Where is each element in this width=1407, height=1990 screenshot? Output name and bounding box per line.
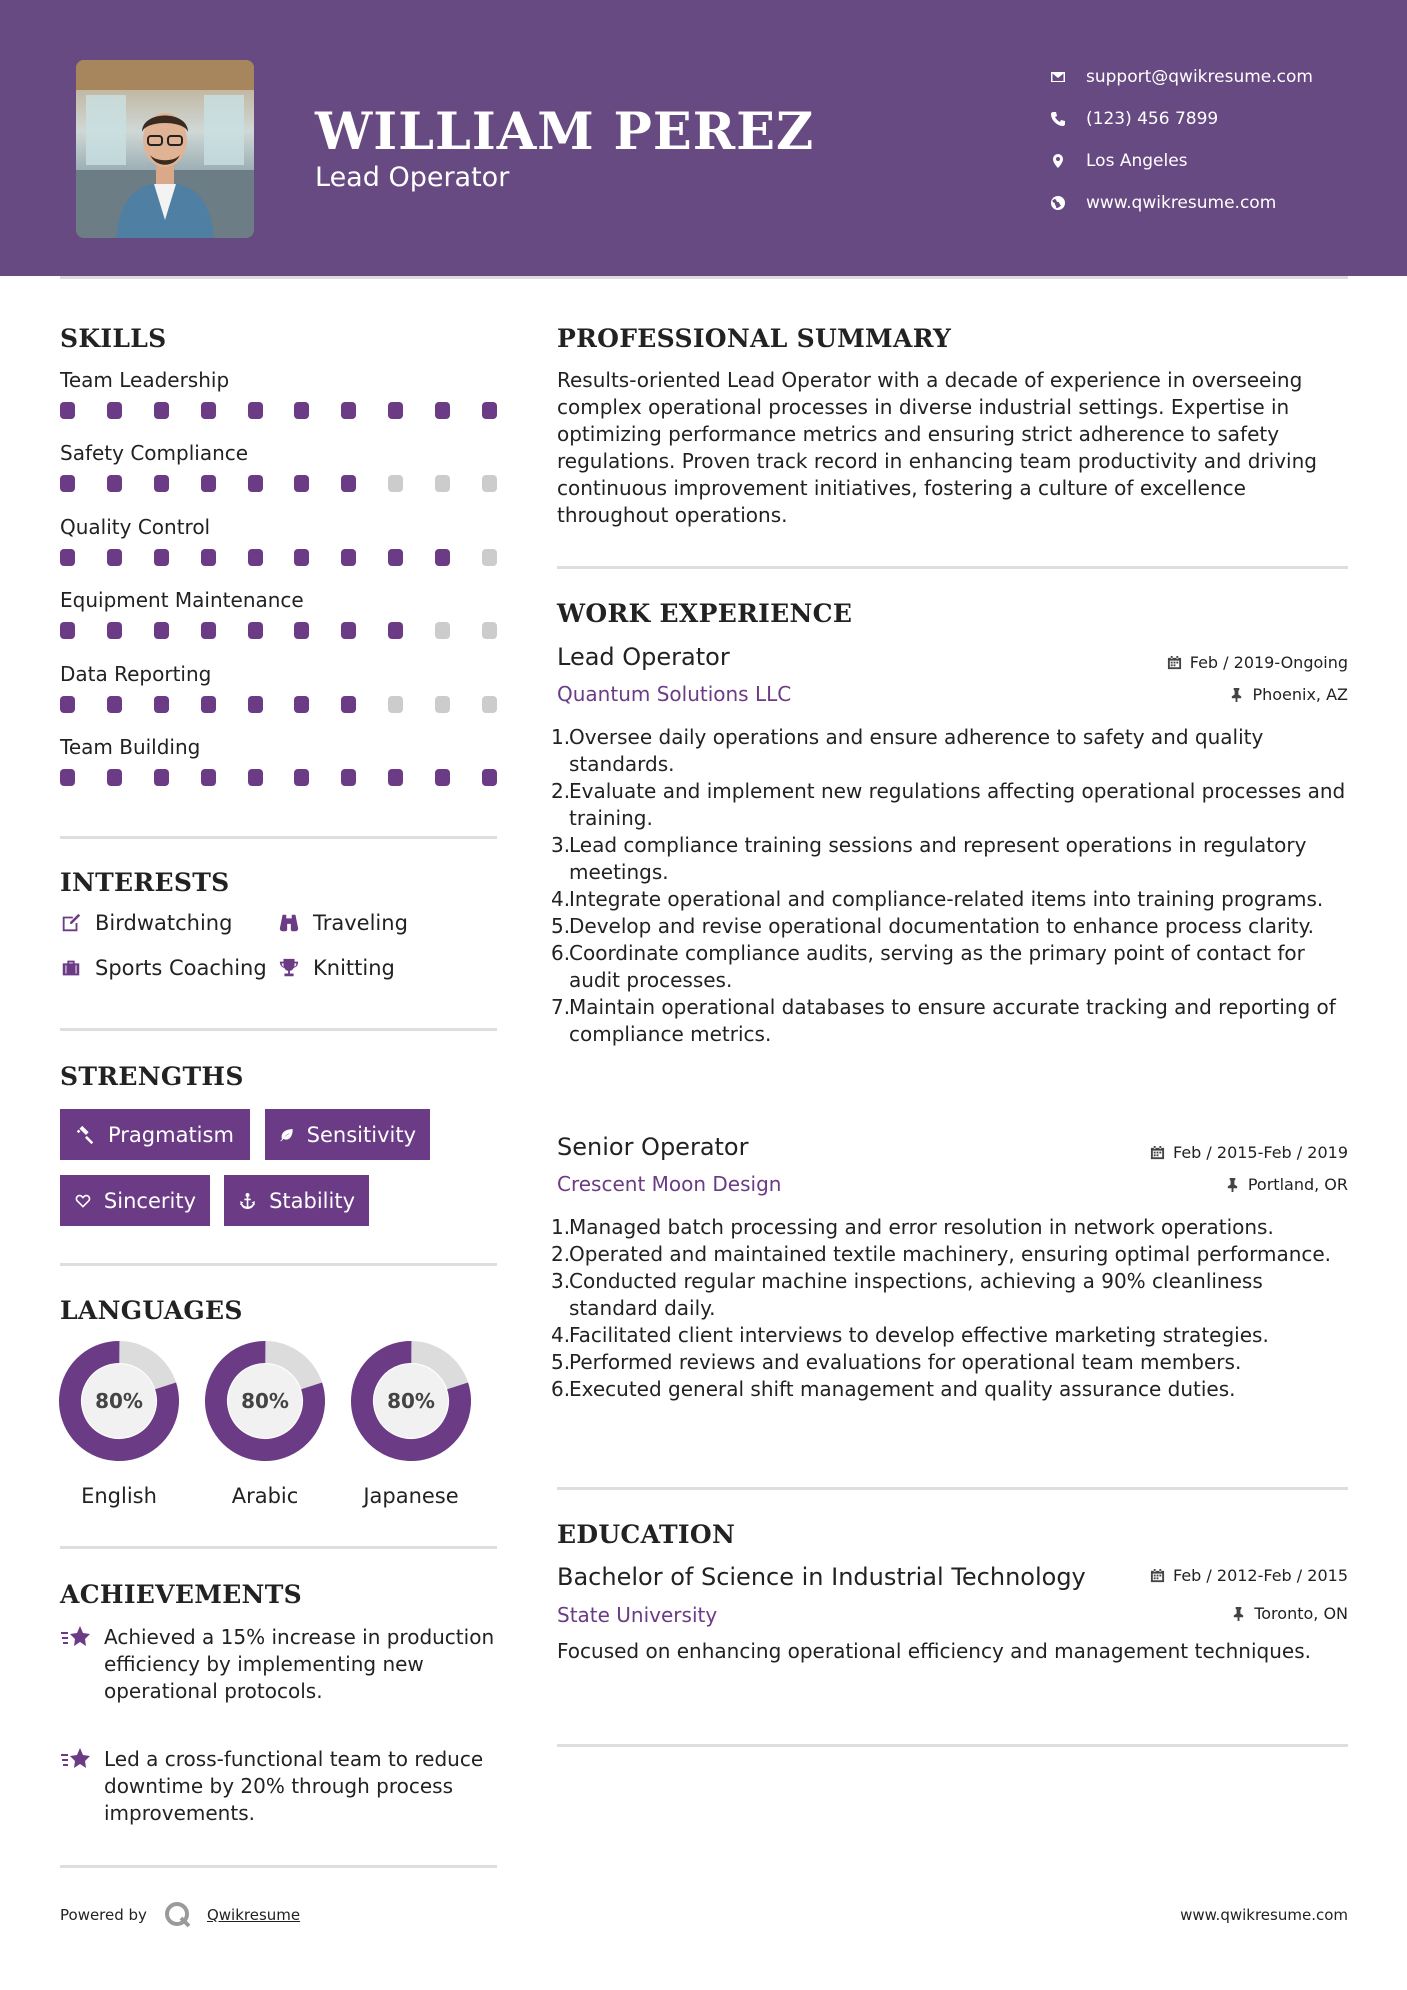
job-bullet xyxy=(551,1268,1347,1322)
achievements-divider xyxy=(60,1865,497,1868)
leaf-icon xyxy=(279,1124,295,1146)
skill-rating xyxy=(60,769,497,786)
rating-dot-filled xyxy=(107,622,122,639)
strength-badge: Stability xyxy=(224,1175,369,1226)
language-percent: 80% xyxy=(387,1389,435,1413)
website-text: www.qwikresume.com xyxy=(1086,193,1277,213)
rating-dot-empty xyxy=(435,622,450,639)
strength-badge: Sincerity xyxy=(60,1175,210,1226)
rating-dot-filled xyxy=(201,622,216,639)
bullet-number: 3. xyxy=(551,1269,571,1293)
experience-title: WORK EXPERIENCE xyxy=(557,599,853,628)
rating-dot-filled xyxy=(248,475,263,492)
header-divider xyxy=(60,276,1348,279)
language-progress-ring xyxy=(204,1340,326,1462)
rating-dot-filled xyxy=(435,769,450,786)
skill-name: Data Reporting xyxy=(60,662,212,686)
profile-photo xyxy=(76,60,254,238)
company-name: Quantum Solutions LLC xyxy=(557,682,792,706)
rating-dot-filled xyxy=(341,769,356,786)
star-icon xyxy=(60,1624,92,1652)
edit-icon xyxy=(60,912,82,934)
rating-dot-filled xyxy=(341,475,356,492)
map-pin-icon xyxy=(1050,153,1086,169)
rating-dot-filled xyxy=(107,475,122,492)
bullet-number: 4. xyxy=(551,1323,571,1347)
summary-text: Results-oriented Lead Operator with a decade of experience in overseeing complex operational processes in diverse industrial settings. Expertise in optimizing performance metrics and ensuring strict adherence to safety regulations. Proven track record in enhancing team productivity and driving continuous improvement initiatives, fostering a culture of excellence throughout operations. xyxy=(557,368,1317,527)
phone-icon xyxy=(1050,111,1086,127)
rating-dot-filled xyxy=(60,696,75,713)
language-percent: 80% xyxy=(95,1389,143,1413)
bullet-number: 4. xyxy=(551,887,571,911)
rating-dot-filled xyxy=(294,549,309,566)
job-bullet xyxy=(551,1349,1347,1376)
job-bullet xyxy=(551,778,1347,832)
school-name: State University xyxy=(557,1603,718,1627)
rating-dot-filled xyxy=(60,769,75,786)
bullet-text: Executed general shift management and quality assurance duties. xyxy=(569,1377,1236,1401)
calendar-icon xyxy=(1150,1568,1165,1583)
contact-location xyxy=(1050,140,1313,182)
achievement-item: Achieved a 15% increase in production efficiency by implementing new operational protocols. xyxy=(60,1624,497,1705)
rating-dot-filled xyxy=(107,696,122,713)
job-bullets xyxy=(551,1214,1347,1403)
strengths-divider xyxy=(60,1263,497,1266)
rating-dot-filled xyxy=(107,769,122,786)
language-item xyxy=(204,1340,326,1508)
bullet-text: Maintain operational databases to ensure accurate tracking and reporting of compliance metrics. xyxy=(569,995,1336,1046)
qwikresume-link[interactable]: Qwikresume xyxy=(206,1906,301,1924)
summary-divider xyxy=(557,566,1348,569)
rating-dot-filled xyxy=(294,696,309,713)
email-text: support@qwikresume.com xyxy=(1086,67,1313,87)
language-percent: 80% xyxy=(241,1389,289,1413)
rating-dot-empty xyxy=(435,475,450,492)
candidate-name: WILLIAM PEREZ xyxy=(315,102,815,162)
rating-dot-filled xyxy=(60,622,75,639)
gavel-icon xyxy=(74,1124,96,1146)
bullet-number: 5. xyxy=(551,1350,571,1374)
pushpin-icon xyxy=(1231,1606,1246,1621)
skill-rating xyxy=(60,402,497,419)
rating-dot-filled xyxy=(154,769,169,786)
rating-dot-filled xyxy=(248,696,263,713)
bullet-text: Lead compliance training sessions and represent operations in regulatory meetings. xyxy=(569,833,1307,884)
rating-dot-filled xyxy=(248,549,263,566)
rating-dot-empty xyxy=(388,475,403,492)
job-bullet xyxy=(551,1376,1347,1403)
rating-dot-filled xyxy=(154,622,169,639)
language-progress-ring xyxy=(350,1340,472,1462)
rating-dot-filled xyxy=(248,402,263,419)
globe-icon xyxy=(1050,195,1086,211)
languages-divider xyxy=(60,1546,497,1549)
education-divider xyxy=(557,1744,1348,1747)
bullet-number: 2. xyxy=(551,1242,571,1266)
briefcase-icon xyxy=(60,957,82,979)
languages-title: LANGUAGES xyxy=(60,1296,243,1325)
skill-name: Safety Compliance xyxy=(60,441,249,465)
rating-dot-filled xyxy=(154,402,169,419)
bullet-text: Performed reviews and evaluations for operational team members. xyxy=(569,1350,1242,1374)
rating-dot-filled xyxy=(107,549,122,566)
bullet-number: 3. xyxy=(551,833,571,857)
job-bullet xyxy=(551,886,1347,913)
summary-title: PROFESSIONAL SUMMARY xyxy=(557,324,952,353)
rating-dot-filled xyxy=(388,769,403,786)
skill-rating xyxy=(60,475,497,492)
rating-dot-filled xyxy=(341,696,356,713)
language-name: Arabic xyxy=(231,1484,299,1508)
contact-list xyxy=(1050,56,1313,224)
job-title: Senior Operator xyxy=(557,1133,749,1161)
rating-dot-filled xyxy=(294,402,309,419)
rating-dot-filled xyxy=(154,475,169,492)
job-bullets xyxy=(551,724,1347,1048)
job-bullet xyxy=(551,1214,1347,1241)
envelope-icon xyxy=(1050,69,1086,85)
calendar-icon xyxy=(1167,655,1182,670)
skill-item xyxy=(60,368,497,419)
bullet-number: 1. xyxy=(551,1215,571,1239)
rating-dot-filled xyxy=(388,622,403,639)
bullet-text: Coordinate compliance audits, serving as the primary point of contact for audit processes. xyxy=(569,941,1305,992)
rating-dot-filled xyxy=(482,402,497,419)
pushpin-icon xyxy=(1229,687,1244,702)
rating-dot-filled xyxy=(294,622,309,639)
company-name: Crescent Moon Design xyxy=(557,1172,782,1196)
rating-dot-filled xyxy=(341,402,356,419)
job-bullet xyxy=(551,832,1347,886)
job-dates: Feb / 2019-Ongoing xyxy=(1167,653,1348,672)
location-text: Los Angeles xyxy=(1086,151,1188,171)
rating-dot-filled xyxy=(201,769,216,786)
rating-dot-filled xyxy=(248,769,263,786)
rating-dot-filled xyxy=(388,402,403,419)
interests-title: INTERESTS xyxy=(60,868,230,897)
job-bullet xyxy=(551,994,1347,1048)
skill-item xyxy=(60,441,497,492)
bullet-text: Integrate operational and compliance-related items into training programs. xyxy=(569,887,1324,911)
rating-dot-filled xyxy=(341,622,356,639)
footer-website[interactable]: www.qwikresume.com xyxy=(1180,1906,1348,1924)
rating-dot-filled xyxy=(341,549,356,566)
education-location: Toronto, ON xyxy=(1231,1604,1348,1623)
skill-item xyxy=(60,588,497,639)
degree-title: Bachelor of Science in Industrial Technology xyxy=(557,1563,1086,1591)
achievements-title: ACHIEVEMENTS xyxy=(60,1580,302,1609)
strengths-title: STRENGTHS xyxy=(60,1062,244,1091)
interest-item: Knitting xyxy=(278,956,395,980)
anchor-icon xyxy=(238,1190,257,1212)
rating-dot-filled xyxy=(107,402,122,419)
phone-text: (123) 456 7899 xyxy=(1086,109,1219,129)
pushpin-icon xyxy=(1225,1177,1240,1192)
rating-dot-filled xyxy=(201,696,216,713)
job-bullet xyxy=(551,724,1347,778)
heart-icon xyxy=(74,1190,92,1212)
skill-rating xyxy=(60,622,497,639)
skill-item xyxy=(60,662,497,713)
bullet-text: Managed batch processing and error resolution in network operations. xyxy=(569,1215,1274,1239)
rating-dot-filled xyxy=(154,696,169,713)
bullet-text: Oversee daily operations and ensure adherence to safety and quality standards. xyxy=(569,725,1264,776)
language-name: English xyxy=(81,1484,157,1508)
job-bullet xyxy=(551,940,1347,994)
language-name: Japanese xyxy=(363,1484,459,1508)
skill-name: Quality Control xyxy=(60,515,211,539)
experience-divider xyxy=(557,1487,1348,1490)
skill-name: Equipment Maintenance xyxy=(60,588,304,612)
footer-powered-by: Powered by Qwikresume xyxy=(60,1900,300,1930)
strength-badge: Pragmatism xyxy=(60,1109,250,1160)
bullet-number: 6. xyxy=(551,1377,571,1401)
interests-divider xyxy=(60,1028,497,1031)
rating-dot-empty xyxy=(482,622,497,639)
contact-email[interactable] xyxy=(1050,56,1313,98)
education-description: Focused on enhancing operational efficiency and management techniques. xyxy=(557,1639,1311,1663)
binoculars-icon xyxy=(278,912,300,934)
bullet-text: Evaluate and implement new regulations affecting operational processes and training. xyxy=(569,779,1346,830)
star-icon xyxy=(60,1746,92,1774)
rating-dot-filled xyxy=(201,475,216,492)
bullet-text: Operated and maintained textile machinery, ensuring optimal performance. xyxy=(569,1242,1332,1266)
rating-dot-filled xyxy=(294,769,309,786)
job-location: Phoenix, AZ xyxy=(1229,685,1348,704)
header-banner xyxy=(0,0,1407,276)
rating-dot-filled xyxy=(60,475,75,492)
skills-divider xyxy=(60,836,497,839)
rating-dot-filled xyxy=(435,549,450,566)
interest-item: Birdwatching xyxy=(60,911,232,935)
skills-title: SKILLS xyxy=(60,324,167,353)
bullet-number: 7. xyxy=(551,995,571,1019)
candidate-role: Lead Operator xyxy=(315,162,510,193)
bullet-number: 6. xyxy=(551,941,571,965)
language-item xyxy=(350,1340,472,1508)
bullet-text: Facilitated client interviews to develop effective marketing strategies. xyxy=(569,1323,1269,1347)
job-bullet xyxy=(551,1322,1347,1349)
bullet-number: 1. xyxy=(551,725,571,749)
rating-dot-filled xyxy=(294,475,309,492)
skill-name: Team Building xyxy=(60,735,201,759)
language-item xyxy=(58,1340,180,1508)
job-title: Lead Operator xyxy=(557,643,730,671)
rating-dot-filled xyxy=(482,769,497,786)
rating-dot-empty xyxy=(435,696,450,713)
skill-rating xyxy=(60,549,497,566)
bullet-number: 5. xyxy=(551,914,571,938)
job-bullet xyxy=(551,1241,1347,1268)
rating-dot-filled xyxy=(201,402,216,419)
rating-dot-filled xyxy=(388,549,403,566)
skill-item xyxy=(60,735,497,786)
skill-rating xyxy=(60,696,497,713)
strength-badge: Sensitivity xyxy=(265,1109,430,1160)
job-bullet xyxy=(551,913,1347,940)
rating-dot-filled xyxy=(435,402,450,419)
contact-website[interactable] xyxy=(1050,182,1313,224)
calendar-icon xyxy=(1150,1145,1165,1160)
bullet-number: 2. xyxy=(551,779,571,803)
rating-dot-filled xyxy=(201,549,216,566)
education-title: EDUCATION xyxy=(557,1520,736,1549)
job-dates: Feb / 2015-Feb / 2019 xyxy=(1150,1143,1348,1162)
skill-item xyxy=(60,515,497,566)
rating-dot-empty xyxy=(388,696,403,713)
qwikresume-logo-icon xyxy=(163,1900,193,1930)
rating-dot-empty xyxy=(482,549,497,566)
interest-item: Sports Coaching xyxy=(60,956,267,980)
rating-dot-empty xyxy=(482,475,497,492)
achievement-item: Led a cross-functional team to reduce downtime by 20% through process improvements. xyxy=(60,1746,497,1827)
interest-item: Traveling xyxy=(278,911,408,935)
bullet-text: Conducted regular machine inspections, achieving a 90% cleanliness standard daily. xyxy=(569,1269,1263,1320)
person-photo-icon xyxy=(76,60,254,238)
rating-dot-filled xyxy=(248,622,263,639)
rating-dot-filled xyxy=(60,402,75,419)
trophy-icon xyxy=(278,957,300,979)
language-progress-ring xyxy=(58,1340,180,1462)
job-location: Portland, OR xyxy=(1225,1175,1348,1194)
skill-name: Team Leadership xyxy=(60,368,230,392)
contact-phone[interactable] xyxy=(1050,98,1313,140)
rating-dot-filled xyxy=(154,549,169,566)
rating-dot-empty xyxy=(482,696,497,713)
rating-dot-filled xyxy=(60,549,75,566)
education-dates: Feb / 2012-Feb / 2015 xyxy=(1150,1566,1348,1585)
bullet-text: Develop and revise operational documentation to enhance process clarity. xyxy=(569,914,1314,938)
